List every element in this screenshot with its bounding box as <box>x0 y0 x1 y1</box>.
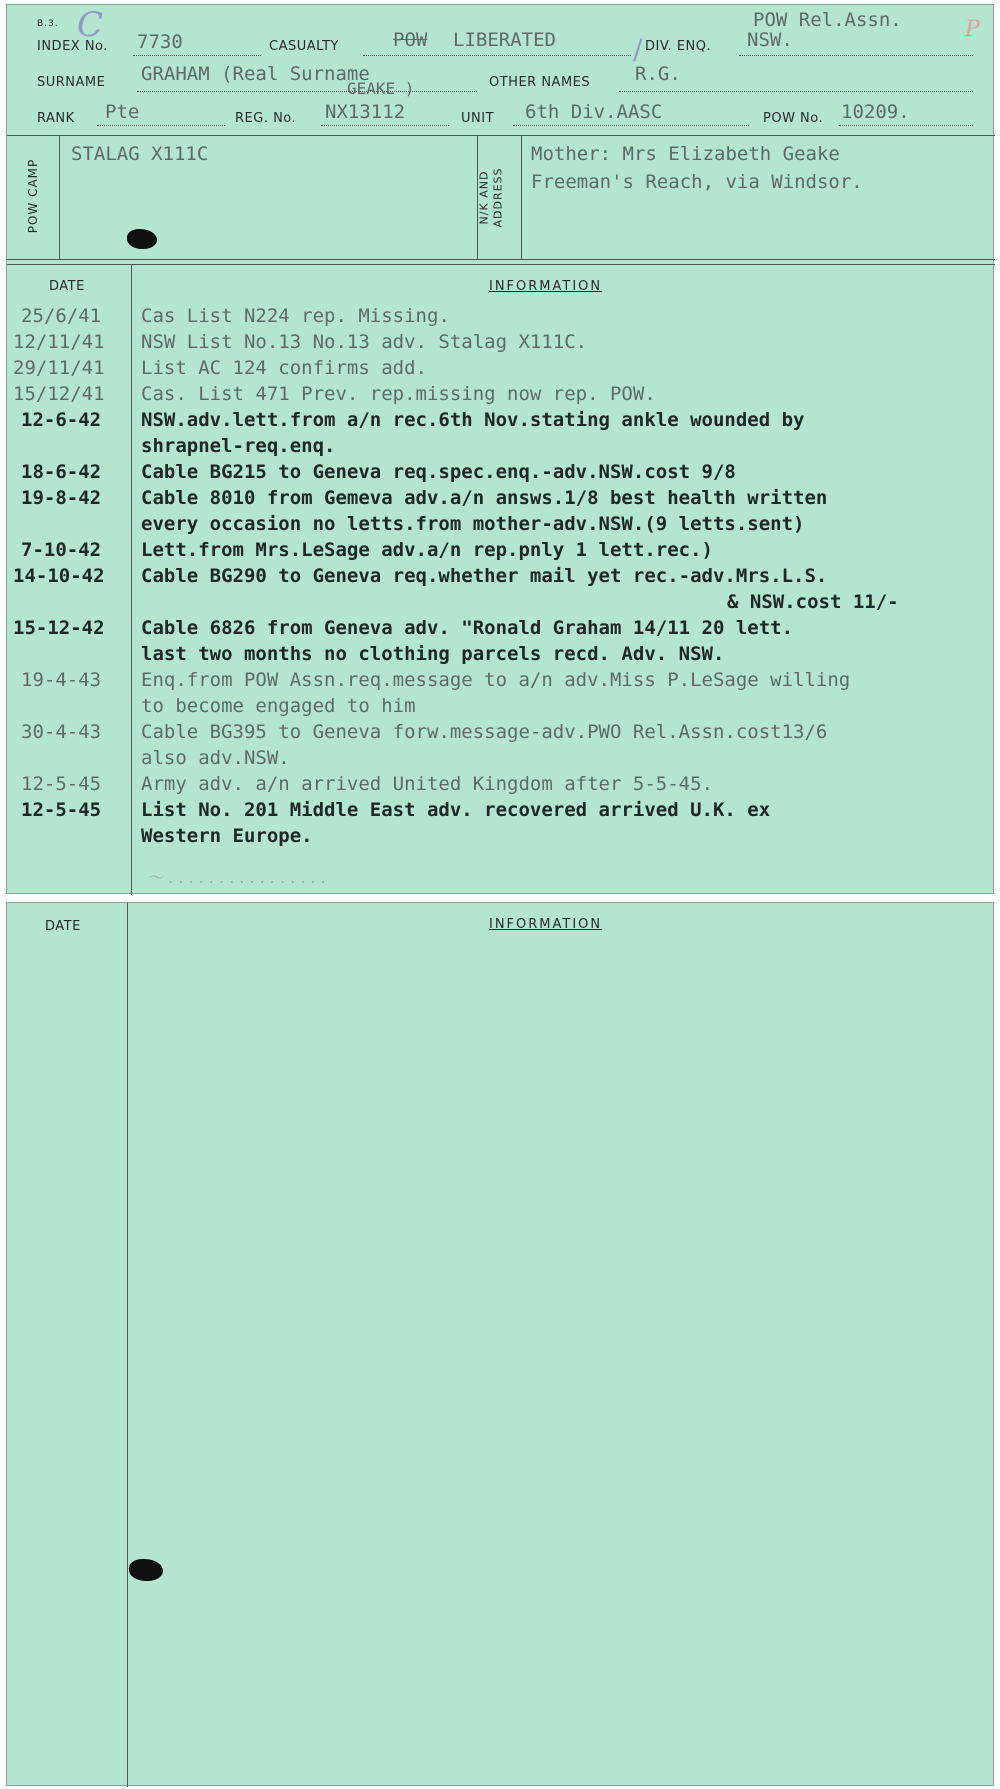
index-no-value: 7730 <box>137 31 183 53</box>
entry-text-continued: shrapnel-req.enq. <box>141 435 336 457</box>
punch-hole-back <box>129 1559 163 1581</box>
entry-text: Lett.from Mrs.LeSage adv.a/n rep.pnly 1 lett.rec.) <box>141 539 713 561</box>
entry-date: 7-10-42 <box>21 539 102 561</box>
entry-text: Cable 8010 from Gemeva adv.a/n answs.1/8 best health written <box>141 487 828 509</box>
surname-line <box>137 91 477 92</box>
entry-date: 15/12/41 <box>13 383 105 405</box>
punch-hole-top <box>127 229 157 249</box>
rule-nk-right <box>521 135 522 259</box>
entry-text: Cable BG290 to Geneva req.whether mail yet rec.-adv.Mrs.L.S. <box>141 565 828 587</box>
pow-no-value: 10209. <box>841 101 910 123</box>
entry-text-continued: also adv.NSW. <box>141 747 290 769</box>
entry-text: Cas. List 471 Prev. rep.missing now rep. POW. <box>141 383 656 405</box>
entry-date: 19-8-42 <box>21 487 102 509</box>
rule-info-top <box>7 259 995 260</box>
entry-text: NSW List No.13 No.13 adv. Stalag X111C. <box>141 331 588 353</box>
entry-date: 25/6/41 <box>21 305 102 327</box>
nk-and-label: N/K AND <box>477 170 491 225</box>
other-names-line <box>619 91 973 92</box>
date-header-back: DATE <box>45 919 81 934</box>
rule-date-column <box>131 264 132 895</box>
unit-line <box>513 125 749 126</box>
surname-label: SURNAME <box>37 75 106 90</box>
entry-text: Cas List N224 rep. Missing. <box>141 305 450 327</box>
entry-date: 29/11/41 <box>13 357 105 379</box>
rank-line <box>97 125 225 126</box>
casualty-label: CASUALTY <box>269 39 339 54</box>
entry-text-continued: last two months no clothing parcels recd. Adv. NSW. <box>141 643 725 665</box>
entry-text: NSW.adv.lett.from a/n rec.6th Nov.stating ankle wounded by <box>141 409 805 431</box>
pencil-notation: 〜 . . . . . . . . . . . . . . . . <box>147 868 326 887</box>
entry-date: 30-4-43 <box>21 721 102 743</box>
reg-no-label: REG. No. <box>235 111 297 126</box>
casualty-line <box>363 55 631 56</box>
entry-text: Army adv. a/n arrived United Kingdom after 5-5-45. <box>141 773 713 795</box>
handwritten-tick: / <box>633 33 643 66</box>
div-enq-value-line2: NSW. <box>747 29 793 51</box>
address-value-line1: Mother: Mrs Elizabeth Geake <box>531 143 840 165</box>
div-enq-line <box>739 55 973 56</box>
entry-text: Cable BG395 to Geneva forw.message-adv.PWO Rel.Assn.cost13/6 <box>141 721 828 743</box>
form-code: B.3. <box>37 19 59 29</box>
div-enq-value-line1: POW Rel.Assn. <box>753 9 902 31</box>
record-card-front <box>6 4 994 894</box>
unit-label: UNIT <box>461 111 495 126</box>
handwritten-corner-mark: P <box>965 17 980 42</box>
rule-pow-camp <box>59 135 60 259</box>
address-label: ADDRESS <box>491 167 505 228</box>
pow-camp-value: STALAG X111C <box>71 143 209 165</box>
information-header-back: INFORMATION <box>489 917 603 932</box>
entry-date: 12-6-42 <box>21 409 102 431</box>
casualty-struck-value: POW <box>393 29 428 51</box>
entry-text: List AC 124 confirms add. <box>141 357 427 379</box>
address-value-line2: Freeman's Reach, via Windsor. <box>531 171 863 193</box>
entry-date: 19-4-43 <box>21 669 102 691</box>
record-card-back <box>6 902 994 1786</box>
reg-no-value: NX13112 <box>325 101 406 123</box>
entry-date: 15-12-42 <box>13 617 105 639</box>
date-header: DATE <box>49 279 85 294</box>
index-no-label: INDEX No. <box>37 39 108 54</box>
handwritten-letter: C <box>77 5 104 45</box>
pow-no-line <box>839 125 973 126</box>
div-enq-label: DIV. ENQ. <box>645 39 712 54</box>
surname-value-line2: GEAKE ) <box>347 79 415 98</box>
rank-value: Pte <box>105 101 140 123</box>
entry-text-continued: to become engaged to him <box>141 695 416 717</box>
entry-date: 14-10-42 <box>13 565 105 587</box>
entry-text-continued: every occasion no letts.from mother-adv.NSW.(9 letts.sent) <box>141 513 805 535</box>
entry-text-continued: & NSW.cost 11/- <box>727 591 899 613</box>
entry-date: 18-6-42 <box>21 461 102 483</box>
pow-camp-label: POW CAMP <box>26 158 40 234</box>
entry-text: List No. 201 Middle East adv. recovered arrived U.K. ex <box>141 799 771 821</box>
entry-text: Cable 6826 from Geneva adv. "Ronald Graham 14/11 20 lett. <box>141 617 794 639</box>
other-names-label: OTHER NAMES <box>489 75 591 90</box>
rule-info-top-double <box>7 264 995 265</box>
unit-value: 6th Div.AASC <box>525 101 663 123</box>
entry-text: Cable BG215 to Geneva req.spec.enq.-adv.NSW.cost 9/8 <box>141 461 736 483</box>
information-header: INFORMATION <box>489 279 603 294</box>
entry-date: 12-5-45 <box>21 799 102 821</box>
rule-top <box>7 135 995 136</box>
entry-text-continued: Western Europe. <box>141 825 313 847</box>
reg-no-line <box>321 125 449 126</box>
other-names-value: R.G. <box>635 63 681 85</box>
entry-text: Enq.from POW Assn.req.message to a/n adv.Miss P.LeSage willing <box>141 669 851 691</box>
pow-no-label: POW No. <box>763 111 824 126</box>
entry-date: 12/11/41 <box>13 331 105 353</box>
entry-date: 12-5-45 <box>21 773 102 795</box>
rule-date-column-back <box>127 903 128 1787</box>
casualty-value: LIBERATED <box>453 29 556 51</box>
surname-value: GRAHAM (Real Surname <box>141 63 370 85</box>
rank-label: RANK <box>37 111 75 126</box>
index-no-line <box>133 55 261 56</box>
